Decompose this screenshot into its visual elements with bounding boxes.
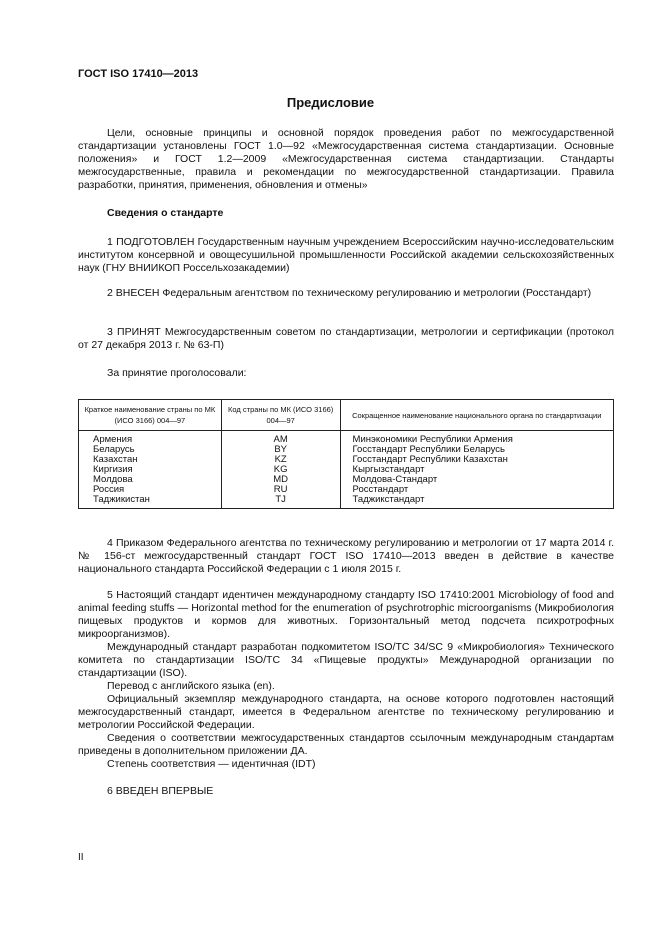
table-cell-body: Госстандарт Республики Беларусь xyxy=(340,445,613,455)
item-6-text: 6 ВВЕДЕН ВПЕРВЫЕ xyxy=(107,785,214,797)
table-cell-country: Беларусь xyxy=(79,445,222,455)
table-cell-country: Молдова xyxy=(79,475,222,485)
table-row xyxy=(79,445,614,455)
table-row xyxy=(79,431,614,446)
item-5 xyxy=(78,589,614,771)
table-header-row xyxy=(79,400,614,431)
table-cell-code: AM xyxy=(221,431,340,446)
table-cell-country: Россия xyxy=(79,485,222,495)
table-cell-code: MD xyxy=(221,475,340,485)
table-header-body: Сокращенное наименование национального органа по стандартизации xyxy=(340,400,613,431)
item-3 xyxy=(78,326,614,352)
table-header-code: Код страны по МК (ИСО 3166) 004—97 xyxy=(221,400,340,431)
page-title: Предисловие xyxy=(286,95,375,110)
item-5-text: 5 Настоящий стандарт идентичен международному стандарту ISO 17410:2001 Microbiology of food and animal feeding stuffs — Horizontal method for the enumeration of psychrotrophic microorganisms (Микробиология пищевых продуктов и кормов для животных. Горизонтальный метод подсчета психротрофных микроорганизмов). xyxy=(78,589,614,640)
table-cell-body: Минэкономики Республики Армения xyxy=(340,431,613,446)
table-row xyxy=(79,465,614,475)
table-header-country: Краткое наименование страны по МК (ИСО 3166) 004—97 xyxy=(79,400,222,431)
table-cell-code: KZ xyxy=(221,455,340,465)
item-5-text: Международный стандарт разработан подкомитетом ISO/TC 34/SC 9 «Микробиология» Технического комитета по стандартизации ISO/TC 34 «Пищевые продукты» Международной организации по стандартизации (ISO). xyxy=(78,641,614,679)
item-5-text: Официальный экземпляр международного стандарта, на основе которого подготовлен настоящий межгосударственный стандарт, имеется в Федеральном агентстве по техническому регулированию и метрологии Российской Федерации. xyxy=(78,693,614,731)
intro-text: Цели, основные принципы и основной порядок проведения работ по межгосударственной стандартизации установлены ГОСТ 1.0—92 «Межгосударственная система стандартизации. Основные положения» и ГОСТ 1.2—2009 «Межгосударственная система стандартизации. Стандарты межгосударственные, правила и рекомендации по межгосударственной стандартизации. Правила разработки, принятия, применения, обновления и отмены» xyxy=(78,127,614,191)
table-cell-country: Киргизия xyxy=(79,465,222,475)
table-cell-body: Росстандарт xyxy=(340,485,613,495)
table-cell-country: Казахстан xyxy=(79,455,222,465)
item-5-text: Степень соответствия — идентичная (IDT) xyxy=(107,758,316,770)
voted-label-text: За принятие проголосовали: xyxy=(107,367,247,379)
table-cell-code: TJ xyxy=(221,495,340,509)
table-cell-body: Таджикстандарт xyxy=(340,495,613,509)
item-4-text: 4 Приказом Федерального агентства по техническому регулированию и метрологии от 17 марта 2014 г. № 156-ст межгосударственный стандарт ГОСТ ISO 17410—2013 введен в действие в качестве национального стандарта Российской Федерации с 1 июля 2015 г. xyxy=(78,537,614,575)
item-1-text: 1 ПОДГОТОВЛЕН Государственным научным учреждением Всероссийским научно-исследовательским институтом консервной и овощесушильной промышленности Российской академии сельскохозяйственных наук (ГНУ ВНИИКОП Россельхозакадемии) xyxy=(78,236,614,274)
item-1 xyxy=(78,236,614,275)
item-4 xyxy=(78,537,614,576)
item-3-text: 3 ПРИНЯТ Межгосударственным советом по стандартизации, метрологии и сертификации (протокол от 27 декабря 2013 г. № 63-П) xyxy=(78,326,614,351)
table-cell-code: KG xyxy=(221,465,340,475)
section-heading xyxy=(78,207,614,220)
voted-label xyxy=(78,367,614,380)
table-cell-code: BY xyxy=(221,445,340,455)
table-cell-country: Армения xyxy=(79,431,222,446)
table-row xyxy=(79,485,614,495)
item-6 xyxy=(78,785,614,798)
item-2-text: 2 ВНЕСЕН Федеральным агентством по техническому регулированию и метрологии (Росстандарт) xyxy=(107,287,592,299)
table-cell-body: Молдова-Стандарт xyxy=(340,475,613,485)
table-row xyxy=(79,495,614,509)
table-cell-code: RU xyxy=(221,485,340,495)
table-cell-body: Госстандарт Республики Казахстан xyxy=(340,455,613,465)
table-row xyxy=(79,475,614,485)
page-number: II xyxy=(78,852,84,863)
table-cell-country: Таджикистан xyxy=(79,495,222,509)
item-2 xyxy=(78,287,614,300)
item-5-text: Перевод с английского языка (en). xyxy=(107,680,275,692)
section-heading-text: Сведения о стандарте xyxy=(107,207,224,219)
table-cell-body: Кыргызстандарт xyxy=(340,465,613,475)
intro-paragraph xyxy=(78,127,614,192)
voting-table xyxy=(78,399,614,509)
standard-code-header: ГОСТ ISO 17410—2013 xyxy=(78,68,199,80)
item-5-text: Сведения о соответствии межгосударственных стандартов ссылочным международным стандартам приведены в дополнительном приложении ДА. xyxy=(78,732,614,757)
table-row xyxy=(79,455,614,465)
